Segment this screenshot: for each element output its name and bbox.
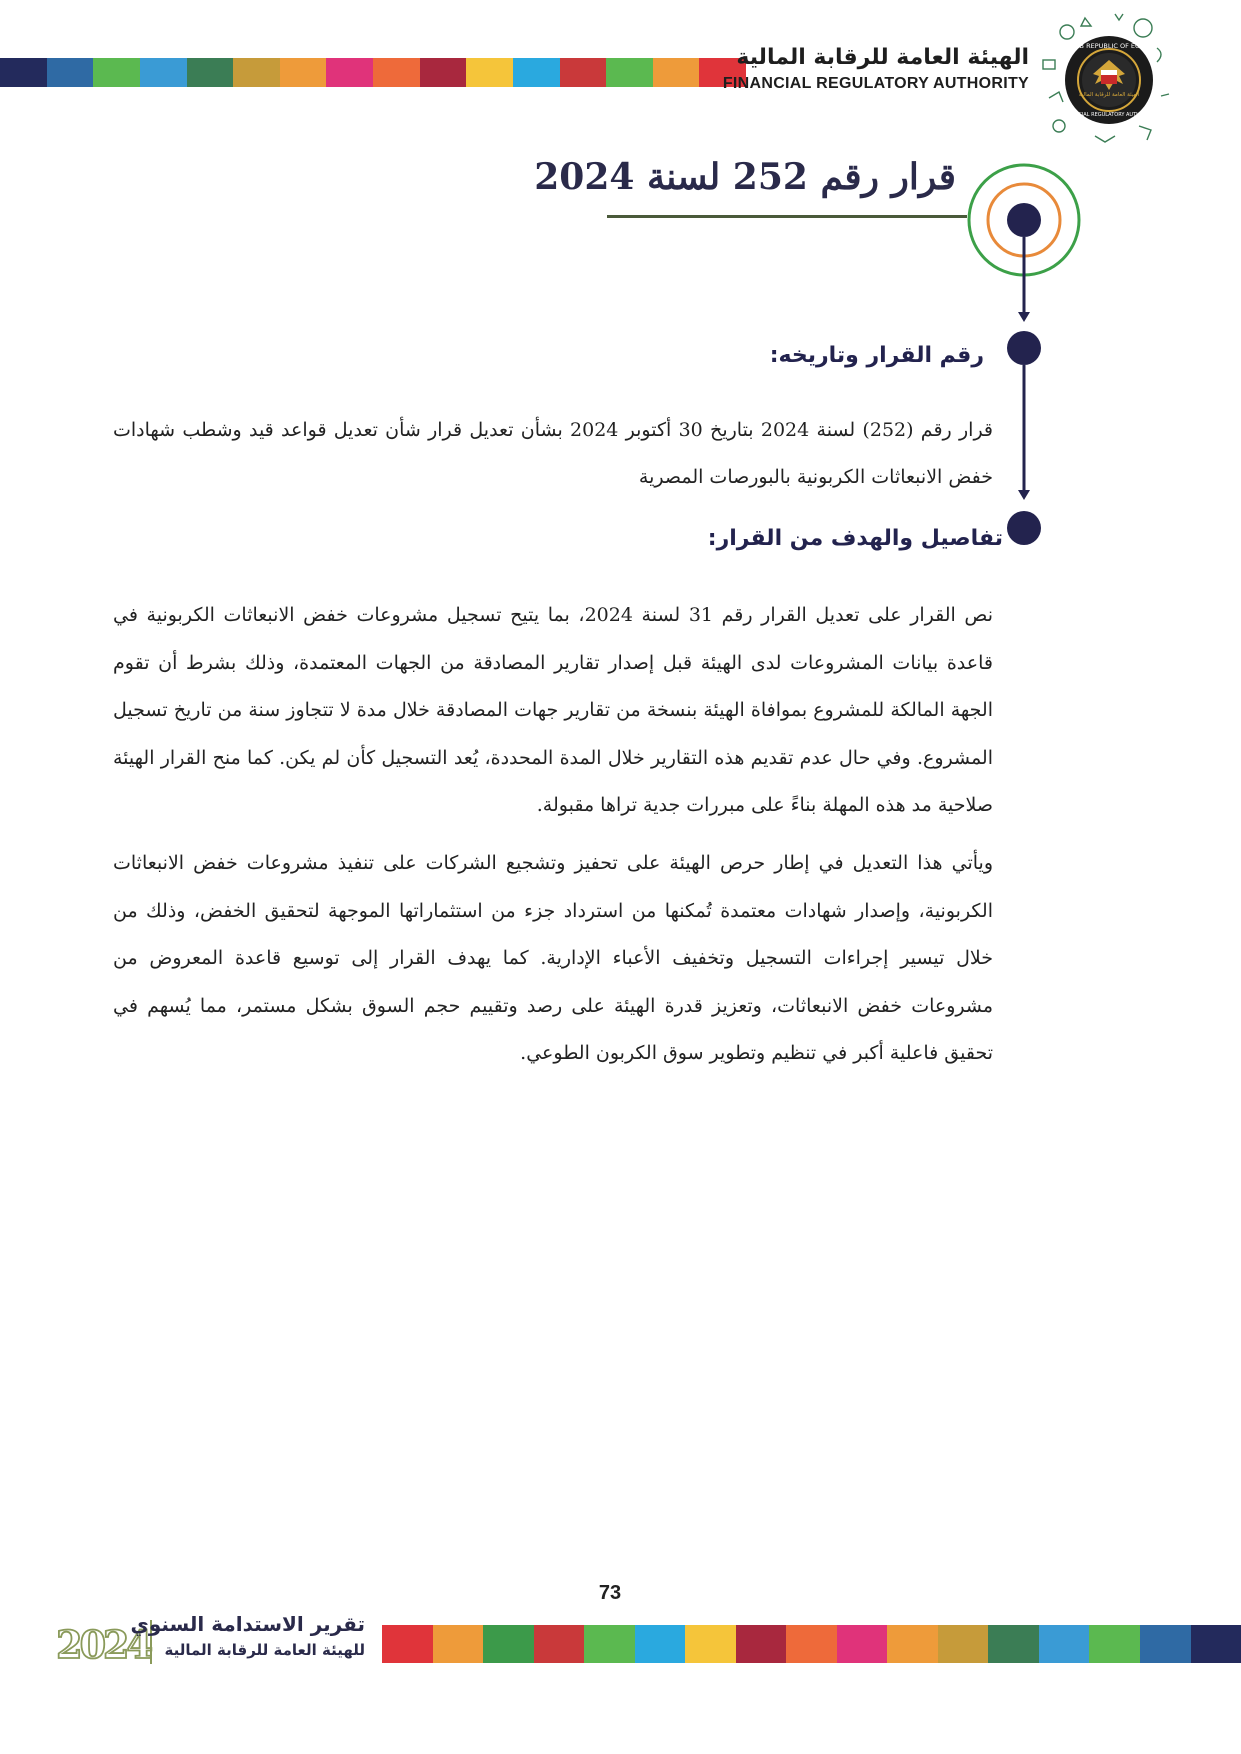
top-stripe-segment	[47, 58, 94, 87]
section-heading-number-date: رقم القرار وتاريخه:	[769, 343, 984, 368]
section-heading-details-goal: تفاصيل والهدف من القرار:	[707, 526, 1003, 551]
title-underline	[607, 215, 967, 218]
bottom-stripe-segment	[635, 1625, 686, 1663]
top-stripe-segment	[233, 58, 280, 87]
paragraph-details: نص القرار على تعديل القرار رقم 31 لسنة 2024، بما يتيح تسجيل مشروعات خفض الانبعاثات الكربونية في قاعدة بيانات المشروعات لدى الهيئة قبل إصدار تقارير المصادقة من الجهات المعتمدة، وذلك بشرط أن تقوم الجهة المالكة للمشروع بموافاة الهيئة بنسخة من تقارير جهات المصادقة خلال مدة لا تتجاوز سنة من تاريخ تسجيل المشروع. وفي حال عدم تقديم هذه التقارير خلال المدة المحددة، يُعد التسجيل كأن لم يكن. كما منح القرار الهيئة صلاحية مد هذه المهلة بناءً على مبررات جدية تراها مقبولة.	[113, 604, 993, 816]
decision-title: قرار رقم 252 لسنة 2024	[534, 156, 956, 198]
org-name-english: FINANCIAL REGULATORY AUTHORITY	[722, 75, 1029, 92]
bottom-stripe-segment	[736, 1625, 787, 1663]
svg-text:FINANCIAL REGULATORY AUTHORITY: FINANCIAL REGULATORY AUTHORITY	[1063, 112, 1155, 118]
top-stripe-segment	[560, 58, 607, 87]
top-stripe-segment	[466, 58, 513, 87]
bottom-stripe-segment	[1039, 1625, 1090, 1663]
paragraph-goal: ويأتي هذا التعديل في إطار حرص الهيئة على تحفيز وتشجيع الشركات على تنفيذ مشروعات خفض الانبعاثات الكربونية، وإصدار شهادات معتمدة تُمكنها من استرداد جزء من استثماراتها الموجهة لتحقيق الخفض، وذلك من خلال تيسير إجراءات التسجيل وتخفيف الأعباء الإدارية. كما يهدف القرار إلى توسيع قاعدة المعروض من مشروعات خفض الانبعاثات، وتعزيز قدرة الهيئة على رصد وتقييم حجم السوق بشكل مستمر، مما يُسهم في تحقيق فاعلية أكبر في تنظيم وتطوير سوق الكربون الطوعي.	[113, 852, 993, 1064]
org-name-arabic: الهيئة العامة للرقابة المالية	[736, 45, 1029, 70]
bottom-stripe-segment	[483, 1625, 534, 1663]
top-stripe-segment	[187, 58, 234, 87]
top-stripe-segment	[0, 58, 47, 87]
timeline-top-dot	[1007, 203, 1041, 237]
top-stripe-segment	[653, 58, 700, 87]
svg-text:الهيئة العامة للرقابة المالية: الهيئة العامة للرقابة المالية	[1078, 92, 1140, 98]
bottom-stripe-segment	[1089, 1625, 1140, 1663]
top-stripe-segment	[93, 58, 140, 87]
header-brand	[723, 44, 1029, 94]
top-stripe-segment	[140, 58, 187, 87]
arrow-down-icon	[1018, 312, 1030, 322]
section-text-number-date: قرار رقم (252) لسنة 2024 بتاريخ 30 أكتوبر 2024 بشأن تعديل قرار شأن تعديل قواعد قيد وشطب شهادات خفض الانبعاثات الكربونية بالبورصات المصرية	[113, 419, 994, 488]
fra-seal-logo	[1035, 8, 1175, 148]
top-stripe-segment	[420, 58, 467, 87]
bottom-stripe-segment	[837, 1625, 888, 1663]
bottom-stripe-segment	[584, 1625, 635, 1663]
timeline-dot-section1	[1007, 331, 1041, 365]
page-number: 73	[598, 1582, 622, 1604]
top-stripe-segment	[513, 58, 560, 87]
top-stripe-segment	[280, 58, 327, 87]
bottom-stripe-segment	[1191, 1625, 1241, 1663]
footer-report-subtitle: للهيئة العامة للرقابة المالية	[164, 1641, 365, 1659]
bottom-stripe-segment	[685, 1625, 736, 1663]
top-stripe-segment	[373, 58, 420, 87]
bottom-stripe-segment	[988, 1625, 1039, 1663]
bottom-color-stripe	[382, 1625, 1241, 1663]
bottom-stripe-segment	[1140, 1625, 1191, 1663]
top-color-stripe	[0, 58, 746, 87]
bottom-stripe-segment	[938, 1625, 989, 1663]
bottom-stripe-segment	[786, 1625, 837, 1663]
top-stripe-segment	[606, 58, 653, 87]
bottom-stripe-segment	[433, 1625, 484, 1663]
top-stripe-segment	[326, 58, 373, 87]
bottom-stripe-segment	[534, 1625, 585, 1663]
footer-report-title: تقرير الاستدامة السنوي	[130, 1612, 365, 1636]
timeline-dot-section2	[1007, 511, 1041, 545]
svg-text:ARAB REPUBLIC OF EGYPT: ARAB REPUBLIC OF EGYPT	[1066, 42, 1152, 50]
bottom-stripe-segment	[382, 1625, 433, 1663]
bottom-stripe-segment	[887, 1625, 938, 1663]
svg-text:2024: 2024	[56, 1622, 150, 1667]
arrow-down-icon	[1018, 490, 1030, 500]
